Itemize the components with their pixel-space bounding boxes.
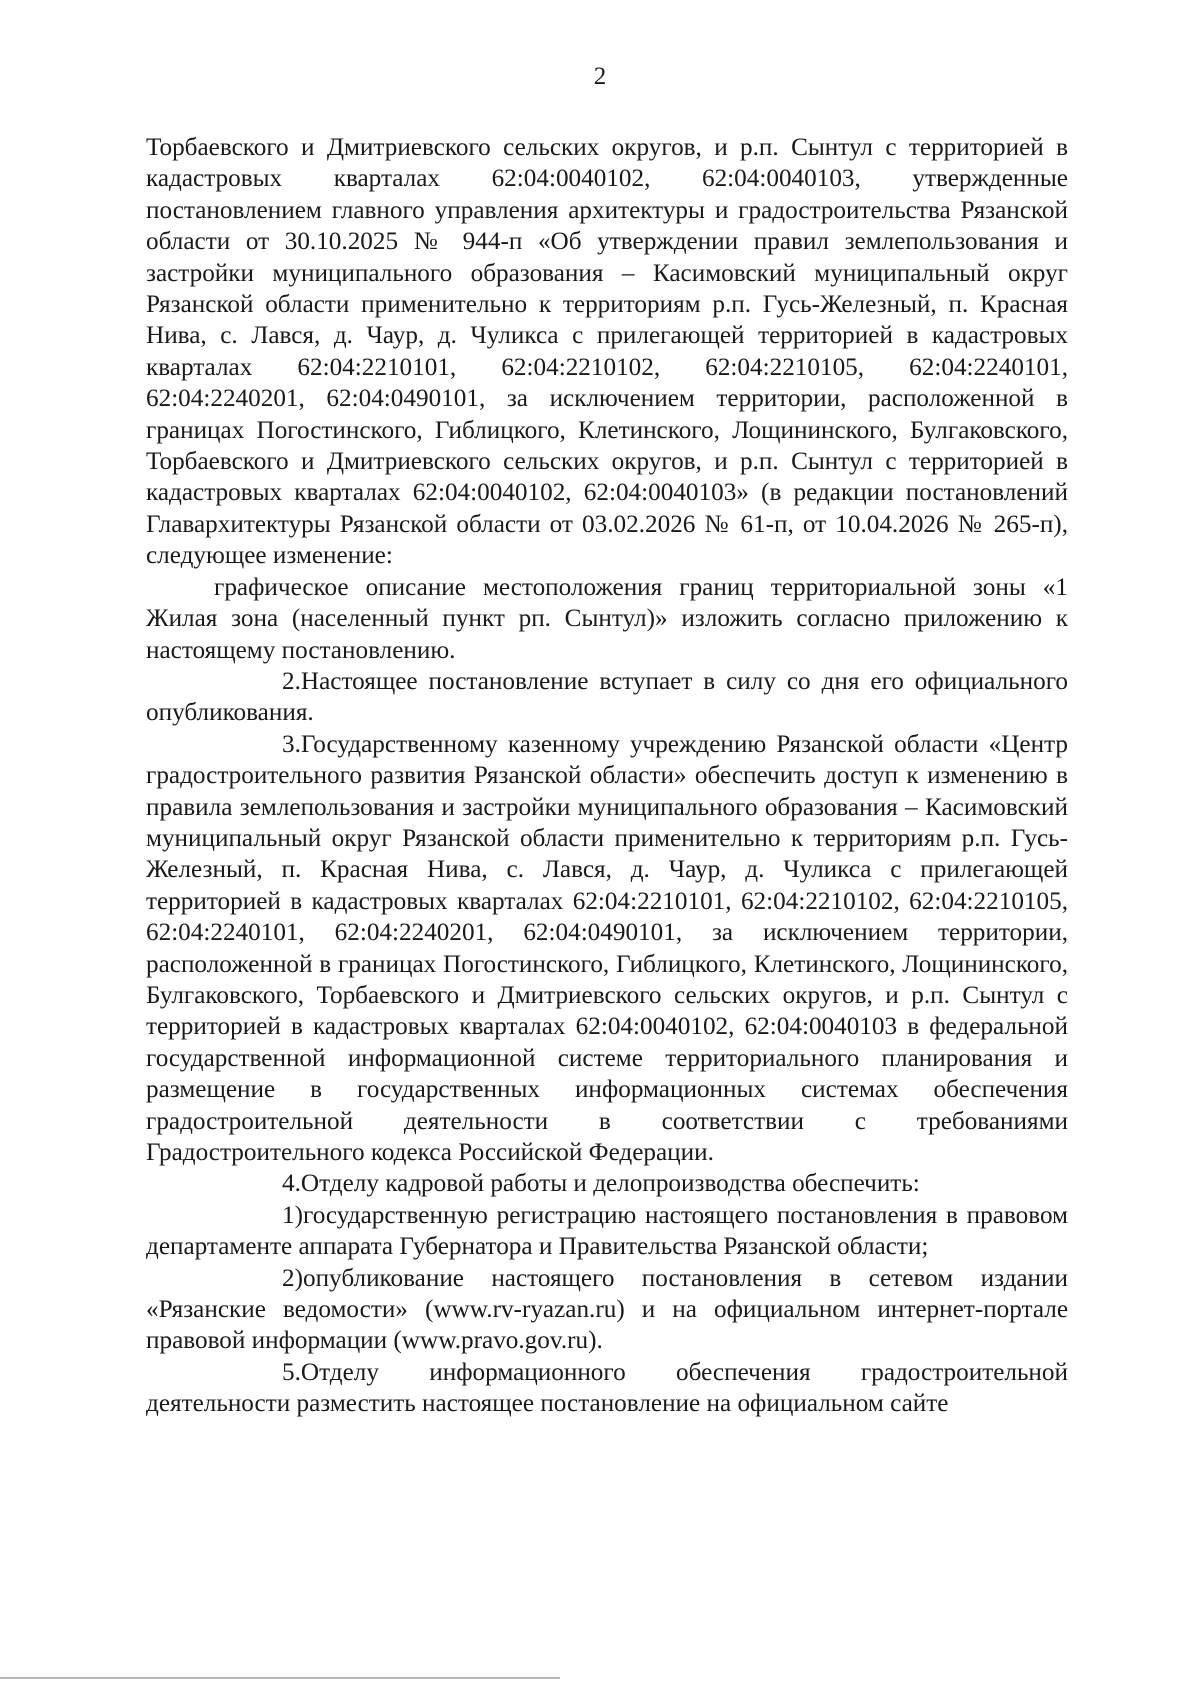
item-2-number: 2. xyxy=(282,667,301,695)
item-3-text: Государственному казенному учреждению Рязанской области «Центр градостроительного развития Рязанской области» обеспечить доступ к изменению в правила землепользования и застройки муниципального образования – Касимовский муниципальный округ Рязанской области применительно к территориям р.п. Гусь-Железный, п. Красная Нива, с. Лався, д. Чаур, д. Чуликса с прилегающей территорией в кадастровых кварталах 62:04:2210101, 62:04:2210102, 62:04:2210105, 62:04:2240101, 62:04:2240201, 62:04:0490101, за исключением территории, расположенной в границах Погостинского, Гиблицкого, Клетинского, Лощининского, Булгаковского, Торбаевского и Дмитриевского сельских округов, и р.п. Сынтул с территорией в кадастровых кварталах 62:04:0040102, 62:04:0040103 в федеральной государственной информационной системе территориального планирования и размещение в государственных информационных системах обеспечения градостроительной деятельности в соответствии с требованиями Градостроительного кодекса Российской Федерации. xyxy=(146,730,1068,1166)
graphic-description-paragraph: графическое описание местоположения границ территориальной зоны «1 Жилая зона (населенный пункт рп. Сынтул)» изложить согласно приложению к настоящему постановлению. xyxy=(146,573,1068,664)
item-3-number: 3. xyxy=(282,730,301,758)
item-4-text: Отделу кадровой работы и делопроизводства обеспечить: xyxy=(300,1170,920,1198)
item-3-paragraph xyxy=(146,729,1068,1169)
item-5-number: 5. xyxy=(282,1358,301,1386)
scan-edge-line xyxy=(0,1677,560,1679)
continuation-paragraph: Торбаевского и Дмитриевского сельских округов, и р.п. Сынтул с территорией в кадастровых кварталах 62:04:0040102, 62:04:0040103, утвержденные постановлением главного управления архитектуры и градостроительства Рязанской области от 30.10.2025 № 944-п «Об утверждении правил землепользования и застройки муниципального образования – Касимовский муниципальный округ Рязанской области применительно к территориям р.п. Гусь-Железный, п. Красная Нива, с. Лався, д. Чаур, д. Чуликса с прилегающей территорией в кадастровых кварталах 62:04:2210101, 62:04:2210102, 62:04:2210105, 62:04:2240101, 62:04:2240201, 62:04:0490101, за исключением территории, расположенной в границах Погостинского, Гиблицкого, Клетинского, Лощининского, Булгаковского, Торбаевского и Дмитриевского сельских округов, и р.п. Сынтул с территорией в кадастровых кварталах 62:04:0040102, 62:04:0040103» (в редакции постановлений Главархитектуры Рязанской области от 03.02.2026 № 61-п, от 10.04.2026 № 265-п), следующее изменение: xyxy=(146,134,1068,570)
item-5-paragraph xyxy=(146,1357,1068,1420)
page-number: 2 xyxy=(593,63,607,90)
document-body xyxy=(146,132,1068,1420)
item-4-1-number: 1) xyxy=(282,1201,303,1229)
item-2-text: Настоящее постановление вступает в силу со дня его официального опубликования. xyxy=(146,667,1068,727)
item-5-text: Отделу информационного обеспечения градостроительной деятельности разместить настоящее постановление на официальном сайте xyxy=(146,1358,1068,1418)
item-4-2-number: 2) xyxy=(282,1264,303,1292)
item-4-2-paragraph xyxy=(146,1263,1068,1357)
item-4-1-text: государственную регистрацию настоящего постановления в правовом департаменте аппарата Губернатора и Правительства Рязанской области; xyxy=(146,1201,1068,1261)
item-2-paragraph xyxy=(146,666,1068,729)
item-4-2-text: опубликование настоящего постановления в сетевом издании «Рязанские ведомости» (www.rv-ryazan.ru) и на официальном интернет-портале правовой информации (www.pravo.gov.ru). xyxy=(146,1264,1068,1355)
item-4-paragraph xyxy=(146,1168,1068,1199)
item-4-1-paragraph xyxy=(146,1200,1068,1263)
item-4-number: 4. xyxy=(282,1170,301,1198)
